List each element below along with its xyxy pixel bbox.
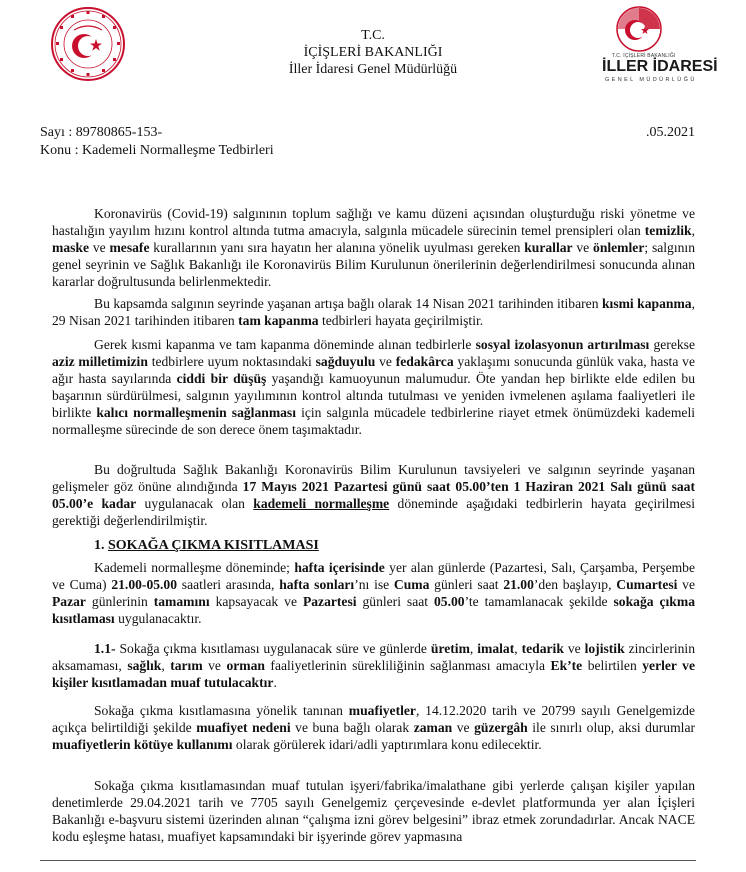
logo-small-text: T.C. İÇİŞLERİ BAKANLIĞI bbox=[612, 53, 676, 59]
paragraph-4: Bu doğrultuda Sağlık Bakanlığı Koronavirüs Bilim Kurulunun tavsiyeleri ve salgının seyrinde yaşanan gelişmeler göz önüne alındığında 17 Mayıs 2021 Pazartesi günü saat 05.00’ten 1 Haziran 2021 Salı günü saat 05.00’e kadar uygulanacak olan kademeli normalleşme döneminde aşağıdaki tedbirlerin hayata geçirilmesi gerektiği değerlendirilmiştir. bbox=[52, 462, 696, 528]
document-subject: Konu : Kademeli Normalleşme Tedbirleri bbox=[40, 143, 274, 158]
document-number: Sayı : 89780865-153- bbox=[40, 125, 163, 140]
logo-sub-text: GENEL MÜDÜRLÜĞÜ bbox=[605, 77, 697, 83]
section-title-curfew: 1. SOKAĞA ÇIKMA KISITLAMASI bbox=[94, 538, 319, 553]
bottom-rule bbox=[40, 860, 696, 861]
header-directorate: İller İdaresi Genel Müdürlüğü bbox=[288, 62, 458, 77]
header-tc: T.C. bbox=[361, 28, 385, 43]
paragraph-6: 1.1- Sokağa çıkma kısıtlaması uygulanacak süre ve günlerde üretim, imalat, tedarik ve lojistik zincirlerinin aksamaması, sağlık, tarım ve orman faaliyetlerinin sürekliliğinin sağlanması amacıyla Ek’te belirtilen yerler ve kişiler kısıtlamadan muaf tutulacaktır. bbox=[52, 641, 696, 690]
paragraph-7: Sokağa çıkma kısıtlamasına yönelik tanınan muafiyetler, 14.12.2020 tarih ve 20799 sayılı Genelgemizde açıkça belirtildiği şekilde muafiyet nedeni ve buna bağlı olarak zaman ve güzergâh ile sınırlı olup, aksi durumlar muafiyetlerin kötüye kullanımı olarak görülerek idari/adli yaptırımlara konu edilecektir. bbox=[52, 703, 696, 752]
paragraph-5: Kademeli normalleşme döneminde; hafta içerisinde yer alan günlerde (Pazartesi, Salı, Çarşamba, Perşembe ve Cuma) 21.00-05.00 saatleri arasında, hafta sonları’nı ise Cuma günleri saat 21.00’den başlayıp, Cumartesi ve Pazar günlerinin tamamını kapsayacak ve Pazartesi günleri saat 05.00’te tamamlanacak şekilde sokağa çıkma kısıtlaması uygulanacaktır. bbox=[52, 560, 696, 626]
document-date: .05.2021 bbox=[646, 125, 695, 140]
paragraph-1: Koronavirüs (Covid-19) salgınının toplum sağlığı ve kamu düzeni açısından oluşturduğu riski yönetme ve hastalığın yayılım hızını kontrol altında tutma amacıyla, salgınla mücadele sürecinin temel prensipleri olan temizlik, maske ve mesafe kurallarının yanı sıra hayatın her alanına yönelik uyulması gereken kurallar ve önlemler; salgının genel seyrinin ve Sağlık Bakanlığı ile Koronavirüs Bilim Kurulunun önerilerinin değerlendirilmesi sonucunda alınan kararlar doğrultusunda belirlenmektedir. bbox=[52, 206, 695, 289]
logo-main-text: İLLER İDARESİ bbox=[602, 58, 718, 75]
paragraph-3: Gerek kısmi kapanma ve tam kapanma döneminde alınan tedbirlerle sosyal izolasyonun artırılması gerekse aziz milletimizin tedbirlere uyum noktasındaki sağduyulu ve fedakârca yaklaşımı sonucunda günlük vaka, hasta ve ağır hasta sayılarında ciddi bir düşüş yaşandığı kamuoyunun malumudur. Öte yandan hep birlikte elde edilen bu başarının sürdürülmesi, salgının yayılımının kontrol altında tutulması ve yeniden ivmelenen aşılama faaliyetleri ile birlikte kalıcı normalleşmenin sağlanması için salgınla mücadele tedbirlerine riayet etmek önümüzdeki kademeli normalleşme sürecinde de son derece önem taşımaktadır. bbox=[52, 337, 696, 437]
paragraph-2: Bu kapsamda salgının seyrinde yaşanan artışa bağlı olarak 14 Nisan 2021 tarihinden itibaren kısmi kapanma, 29 Nisan 2021 tarihinden itibaren tam kapanma tedbirleri hayata geçirilmiştir. bbox=[52, 296, 695, 328]
paragraph-8: Sokağa çıkma kısıtlamasından muaf tutulan işyeri/fabrika/imalathane gibi yerlerde çalışan kişiler yapılan denetimlerde 29.04.2021 tarih ve 7705 sayılı Genelgemiz çerçevesinde e-devlet platformunda yer alan İçişleri Bakanlığı e-başvuru sistemi üzerinden alınan “çalışma izni görev belgesini” ibraz etmek zorundadırlar. Ancak NACE kodu eşleşme hatası, muafiyet kapsamındaki bir işyerinde görev yapmasına bbox=[52, 778, 695, 844]
header-ministry: İÇİŞLERİ BAKANLIĞI bbox=[303, 45, 443, 60]
